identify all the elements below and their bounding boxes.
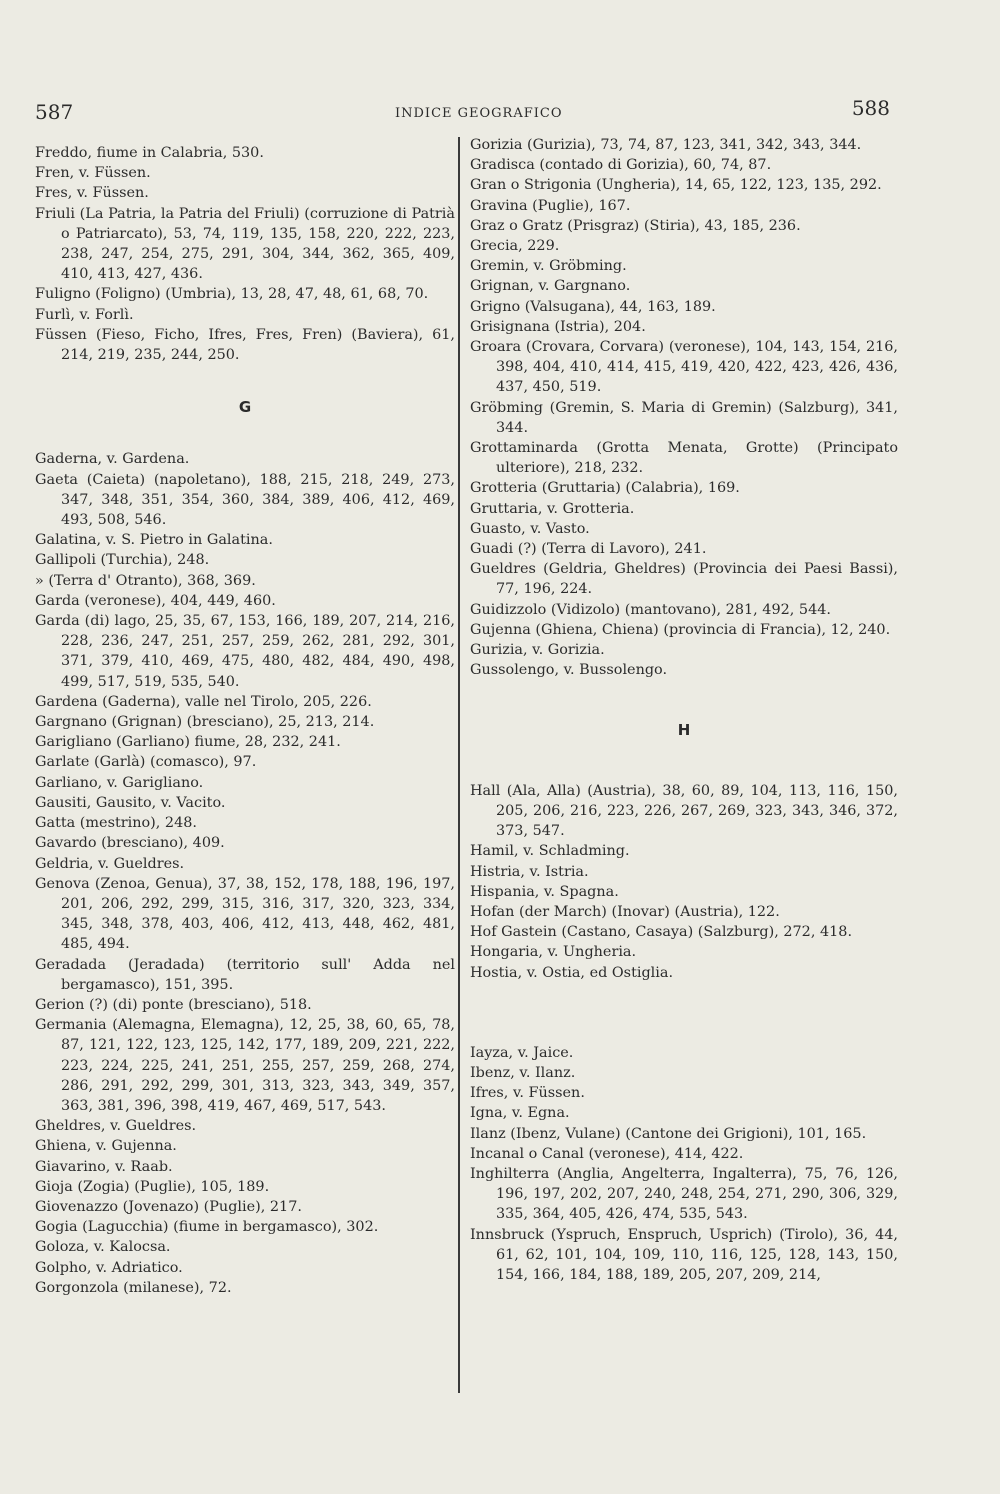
i-entries (470, 1043, 898, 1285)
left-f-entries (35, 143, 455, 365)
index-entry: Geldria, v. Gueldres. (35, 855, 185, 872)
index-entry: Igna, v. Egna. (470, 1105, 570, 1122)
index-entry: Galatina, v. S. Pietro in Galatina. (35, 532, 273, 549)
index-entry: Gogia (Lagucchia) (fiume in bergamasco), 302. (35, 1219, 379, 1236)
index-entry: Füssen (Fieso, Ficho, Ifres, Fres, Fren) (Baviera), 61, 214, 219, 235, 244, 250. (35, 326, 455, 364)
index-entry: Genova (Zenoa, Genua), 37, 38, 152, 178, 188, 196, 197, 201, 206, 292, 299, 315, 316, 317, 320, 323, 334, 345, 348, 378, 403, 406, 412, 413, 448, 462, 481, 485, 494. (35, 875, 455, 953)
index-entry: Freddo, fiume in Calabria, 530. (35, 145, 264, 161)
index-entry: Golpho, v. Adriatico. (35, 1259, 183, 1276)
right-page-number: 588 (851, 96, 890, 120)
section-letter-h: H (677, 721, 691, 740)
running-title: INDICE GEOGRAFICO (395, 106, 563, 121)
index-entry: Hongaria, v. Ungheria. (470, 944, 637, 961)
index-entry: Grigno (Valsugana), 44, 163, 189. (470, 298, 716, 315)
index-entry: Giavarino, v. Raab. (35, 1158, 173, 1175)
index-entry: Gruttaria, v. Grotteria. (470, 500, 635, 517)
index-entry: Gaderna, v. Gardena. (35, 451, 190, 468)
index-entry: Guidizzolo (Vidizolo) (mantovano), 281, 492, 544. (470, 601, 831, 618)
index-entry: Gorizia (Gurizia), 73, 74, 87, 123, 341, 342, 343, 344. (470, 137, 862, 153)
index-entry: Garigliano (Garliano) fiume, 28, 232, 241. (35, 734, 341, 751)
index-entry: Histria, v. Istria. (470, 863, 589, 880)
index-entry: Graz o Gratz (Prisgraz) (Stiria), 43, 185, 236. (470, 217, 801, 234)
index-entry: Garda (di) lago, 25, 35, 67, 153, 166, 189, 207, 214, 216, 228, 236, 247, 251, 257, 259, 262, 281, 292, 301, 371, 379, 410, 469, 475, 480, 482, 484, 490, 498, 499, 517, 519, 535, 540. (35, 613, 455, 690)
index-entry: Groara (Crovara, Corvara) (veronese), 104, 143, 154, 216, 398, 404, 410, 414, 415, 419, 420, 422, 423, 426, 436, 437, 450, 519. (470, 339, 898, 396)
index-entry: Hall (Ala, Alla) (Austria), 38, 60, 89, 104, 113, 116, 150, 205, 206, 216, 223, 226, 267, 269, 323, 343, 346, 372, 373, 547. (470, 782, 898, 840)
index-entry: Giovenazzo (Jovenazo) (Puglie), 217. (35, 1198, 302, 1215)
index-entry: Ifres, v. Füssen. (470, 1085, 585, 1102)
index-entry: Fres, v. Füssen. (35, 185, 149, 202)
index-entry: Fren, v. Füssen. (35, 165, 151, 182)
index-entry: Gröbming (Gremin, S. Maria di Gremin) (Salzburg), 341, 344. (470, 399, 898, 436)
index-entry: Hamil, v. Schladming. (470, 843, 630, 860)
index-entry: Garda (veronese), 404, 449, 460. (35, 592, 276, 609)
right-column (470, 135, 898, 1285)
index-entry: Garliano, v. Garigliano. (35, 774, 204, 791)
index-entry: Hostia, v. Ostia, ed Ostiglia. (470, 964, 674, 981)
column-divider (458, 137, 460, 1393)
index-entry: Grottaminarda (Grotta Menata, Grotte) (Principato ulteriore), 218, 232. (470, 440, 898, 477)
index-entry: Incanal o Canal (veronese), 414, 422. (470, 1145, 744, 1162)
index-entry: Ghiena, v. Gujenna. (35, 1138, 177, 1155)
index-entry: Gravina (Puglie), 167. (470, 197, 631, 214)
index-entry: Gorgonzola (milanese), 72. (35, 1279, 232, 1296)
index-entry: Gardena (Gaderna), valle nel Tirolo, 205, 226. (35, 693, 372, 710)
index-entry: Grignan, v. Gargnano. (470, 278, 631, 295)
index-entry: Gussolengo, v. Bussolengo. (470, 662, 668, 679)
index-entry: Gremin, v. Gröbming. (470, 258, 627, 275)
index-entry: Grisignana (Istria), 204. (470, 318, 646, 335)
index-entry: Hofan (der March) (Inovar) (Austria), 122. (470, 903, 780, 920)
index-entry: Guadi (?) (Terra di Lavoro), 241. (470, 541, 707, 558)
index-entry: Gaeta (Caieta) (napoletano), 188, 215, 218, 249, 273, 347, 348, 351, 354, 360, 384, 389, 406, 412, 469, 493, 508, 546. (35, 471, 455, 529)
index-entry: Grotteria (Gruttaria) (Calabria), 169. (470, 480, 740, 497)
index-entry: » (Terra d' Otranto), 368, 369. (35, 572, 256, 589)
index-entry: Geradada (Jeradada) (territorio sull' Adda nel bergamasco), 151, 395. (35, 956, 455, 993)
left-g-entries (35, 449, 455, 1298)
index-entry: Furlì, v. Forlì. (35, 306, 134, 323)
section-letter-g: G (238, 398, 252, 417)
index-entry: Hof Gastein (Castano, Casaya) (Salzburg), 272, 418. (470, 924, 853, 941)
index-entry: Gurizia, v. Gorizia. (470, 642, 605, 659)
index-entry: Grecia, 229. (470, 238, 560, 255)
index-entry: Innsbruck (Yspruch, Enspruch, Usprich) (Tirolo), 36, 44, 61, 62, 101, 104, 109, 110, 116, 125, 128, 143, 150, 154, 166, 184, 188, 189, 205, 207, 209, 214, (470, 1226, 898, 1283)
index-entry: Iayza, v. Jaice. (470, 1044, 574, 1061)
index-entry: Gavardo (bresciano), 409. (35, 835, 225, 852)
index-entry: Friuli (La Patria, la Patria del Friuli) (corruzione di Patrià o Patriarcato), 53, 74, 119, 135, 158, 220, 222, 223, 238, 247, 254, 275, 291, 304, 344, 362, 365, 409, 410, 413, 427, 436. (35, 205, 455, 283)
index-entry: Ilanz (Ibenz, Vulane) (Cantone dei Grigioni), 101, 165. (470, 1125, 867, 1142)
left-column (35, 143, 455, 1298)
index-entry: Germania (Alemagna, Elemagna), 12, 25, 38, 60, 65, 78, 87, 121, 122, 123, 125, 142, 177, 189, 209, 221, 222, 223, 224, 225, 241, 251, 255, 257, 259, 268, 274, 286, 291, 292, 299, 301, 313, 323, 343, 349, 357, 363, 381, 396, 398, 419, 467, 469, 517, 543. (35, 1017, 455, 1114)
index-entry: Gausiti, Gausito, v. Vacito. (35, 794, 226, 811)
index-entry: Ibenz, v. Ilanz. (470, 1064, 576, 1081)
index-entry: Gallipoli (Turchia), 248. (35, 552, 210, 569)
index-entry: Gujenna (Ghiena, Chiena) (provincia di Francia), 12, 240. (470, 621, 891, 638)
index-entry: Gioja (Zogia) (Puglie), 105, 189. (35, 1178, 270, 1195)
index-entry: Gargnano (Grignan) (bresciano), 25, 213, 214. (35, 714, 375, 731)
index-entry: Guasto, v. Vasto. (470, 520, 590, 537)
h-entries (470, 781, 898, 983)
left-page-number: 587 (35, 100, 74, 124)
index-entry: Gheldres, v. Gueldres. (35, 1118, 197, 1135)
index-entry: Gatta (mestrino), 248. (35, 815, 197, 832)
index-entry: Garlate (Garlà) (comasco), 97. (35, 754, 257, 771)
index-entry: Gerion (?) (di) ponte (bresciano), 518. (35, 996, 312, 1013)
index-entry: Hispania, v. Spagna. (470, 883, 619, 900)
index-entry: Gradisca (contado di Gorizia), 60, 74, 87. (470, 157, 772, 174)
index-entry: Inghilterra (Anglia, Angelterra, Ingalterra), 75, 76, 126, 196, 197, 202, 207, 240, 248, 254, 271, 290, 306, 329, 335, 364, 405, 426, 474, 535, 543. (470, 1165, 898, 1223)
index-entry: Gueldres (Geldria, Gheldres) (Provincia dei Paesi Bassi), 77, 196, 224. (470, 561, 898, 598)
index-entry: Gran o Strigonia (Ungheria), 14, 65, 122, 123, 135, 292. (470, 177, 882, 194)
index-entry: Goloza, v. Kalocsa. (35, 1239, 171, 1256)
right-g-entries (470, 135, 898, 680)
index-entry: Fuligno (Foligno) (Umbria), 13, 28, 47, 48, 61, 68, 70. (35, 286, 429, 303)
